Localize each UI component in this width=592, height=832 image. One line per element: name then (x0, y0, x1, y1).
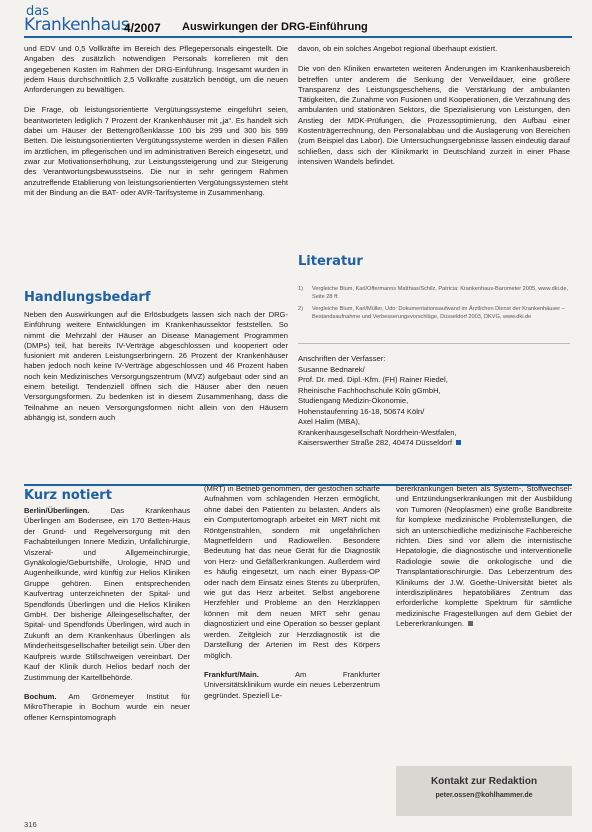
heading-literatur: Literatur (298, 254, 363, 269)
address-line: Anschriften der Verfasser: (298, 354, 386, 363)
heading-kurz-notiert: Kurz notiert (24, 488, 112, 503)
header-rule (24, 36, 572, 38)
contact-box (396, 766, 572, 816)
paragraph: Die von den Kliniken erwarteten weiteren Änderungen im Krankenhausbereich betreffen unter anderem die Senkung der Verweildauer, eine größere Transparenz des Leistungsgeschehens, die Verstärkung der ambulanten Tätigkeiten, die Zunahme von Fusionen und Kooperationen, die Verzahnung des ambulanten und stationären Sektors, die Spezialisierung von Leistungen, den Anstieg der MDK-Prüfungen, die Prozessoptimierung, den Aufbau einer Kostenträgerrechnung, den Personalabbau und die Auslagerung von Bereichen (zum Beispiel das Labor). Die Untersuchungsergebnisse lassen eindeutig darauf schließen, dass sich der Klinikmarkt in Deutschland zurzeit in einer Phase intensiven Wandels befindet. (298, 64, 570, 166)
address-line: Prof. Dr. med. Dipl.-Kfm. (FH) Rainer Riedel, (298, 375, 448, 384)
left-column-top (24, 44, 288, 208)
address-line: Axel Halim (MBA), (298, 417, 361, 426)
address-line: Hohenstaufenring 16-18, 50674 Köln/ (298, 406, 425, 416)
news-item: Frankfurt/Main. Am Frankfurter Universitätsklinikum wurde ein neues Leberzentrum gegründet. Speziell Le- (204, 669, 380, 700)
address-line: Krankenhausgesellschaft Nordrhein-Westfalen, (298, 427, 457, 437)
address-line: Susanne Bednarek/ (298, 364, 365, 374)
page-number: 316 (24, 820, 37, 829)
contact-email[interactable]: peter.ossen@kohlhammer.de (435, 792, 533, 799)
right-column (298, 44, 570, 177)
news-column-1 (24, 506, 190, 723)
page-header (0, 0, 592, 46)
journal-logo-small: das (26, 4, 49, 19)
news-item: Berlin/Überlingen. Das Krankenhaus Überlingen am Bodensee, ein 170 Betten-Haus der Grund- und Regelversorgung mit den Fachabteilungen Innere Medizin, Unfallchirurgie, Viszeral- und Allgemeinchirurgie, Gynäkologie/Geburtshilfe, Urologie, HNO und Augenheilkunde, wird künftig zur Helios Kliniken Gruppe gehören. Einen entsprechenden Kaufvertrag unterzeichneten der Spital- und Spendfonds Überlingen und die Helios Kliniken GmbH. Der bisherige Alleingesellschafter, der Spital- und Spendfonds Überlingen, wird auch in Zukunft an dem Krankenhaus Überlingen als Minderheitsgesellschafter beteiligt sein. Über den Kaufpreis wurde Stillschweigen vereinbart. Der Kauf der Klinik durch Helios bedarf noch der Zustimmung der Kartellbehörde. (24, 506, 190, 682)
section-title: Auswirkungen der DRG-Einführung (182, 21, 368, 33)
news-column-3 (396, 484, 572, 630)
issue-number: 4/2007 (124, 21, 161, 35)
paragraph: davon, ob ein solches Angebot regional überhaupt existiert. (298, 44, 498, 53)
news-item: Bochum. Am Grönemeyer Institut für MikroTherapie in Bochum wurde ein neuer offener Kernspintomograph (24, 691, 190, 722)
reference-list (298, 286, 570, 326)
reference-item: 2) Vergleiche Blum, Karl/Müller, Udo: Dokumentationsaufwand im Ärztlichen Dienst der Krankenhäuser – Bestandsaufnahme und Verbesserungsvorschläge, Düsseldorf 2003, DKVG, www.dki.de (298, 306, 565, 320)
paragraph: und EDV und 0,5 Vollkräfte im Bereich des Pflegepersonals eingestellt. Die Angaben des zusätzlich notwendigen Personals korrelieren mit den angegebenen Kosten im Rahmen der DRG-Einführung. Insgesamt wurden in jedem Haus durchschnittlich 2,5 Vollkräfte zusätzlich benötigt, um die neuen Anforderungen zu bewältigen. (24, 44, 288, 95)
news-item: bererkrankungen bieten als System-, Stoffwechsel- und Entzündungserkrankungen mit der Ausbildung von Tumoren (Neoplasmen) eine große Bandbreite für komplexe medizinische Problemstellungen, die sich an unterschiedliche medizinische Fachbereiche richten. Dies sind vor allem die internistische Hepatologie, die diagnostische und interventionelle Radiologie sowie die onkologische und die Transplantationschirurgie. Das Leberzentrum des Klinikums der J.W. Goethe-Universität bietet als interdisziplinäres hepatobiliäres Zentrum das erforderliche komplette Spektrum für sämtliche medizinische Fragestellungen auf dem Gebiet der Lebererkrankungen. (396, 484, 572, 629)
heading-handlungsbedarf: Handlungsbedarf (24, 290, 151, 305)
address-line: Studiengang Medizin-Ökonomie, (298, 396, 409, 405)
end-of-article-icon (468, 621, 473, 626)
reference-divider (298, 343, 570, 344)
journal-logo: Krankenhaus (24, 15, 130, 35)
reference-item: 1) Vergleiche Blum, Karl/Offermanns Matthias/Schilz, Patricia: Krankenhaus-Barometer 2005, www.dki.de, Seite 28 ff. (298, 286, 569, 300)
paragraph: Neben den Auswirkungen auf die Erlösbudgets lassen sich nach der DRG-Einführung weitere Entwicklungen im Krankenhaussektor feststellen. So nimmt die Mehrzahl der Häuser an Disease Management Programmen (DMPs) teil, hat bereits IV-Verträge abgeschlossen und kooperiert oder fusioniert mit anderen Leistungserbringern. 26 Prozent der Krankenhäuser haben jedoch noch keine IV-Verträge abgeschlossen und 46 Prozent haben noch kein Medizinisches Versorgungszentrum (MVZ) aufgebaut oder sind an einem beteiligt. Tendenziell öffnen sich die Häuser aber den neuen Versorgungsformen. Zu bedenken ist in diesem Zusammenhang, dass die Teilnahme an neuen Versorgungsformen nicht allein von den Häusern abhängig ist, sondern auch (24, 310, 288, 422)
paragraph: Die Frage, ob leistungsorientierte Vergütungssysteme eingeführt seien, beantworteten lediglich 7 Prozent der Krankenhäuser mit „ja“. Es handelt sich dabei um Häuser der Bettengrößenklasse 100 bis 299 und 300 bis 599 Betten. Die leistungsorientierten Vergütungssysteme werden in diesen Fällen im ärztlichen, im pflegerischen und im administrativen Bereich eingesetzt, und zwar zur Motivationserhöhung, zur Leistungssteigerung und zur Steigerung des Verantwortungsbewusstseins. Die nur in sehr geringem Rahmen anzutreffende Etablierung von leistungsorientierten Vergütungssystemen steht mit der Bindung an die BAT- oder AVR-Tarifsysteme in Zusammenhang. (24, 105, 288, 197)
left-column-bottom (24, 310, 288, 433)
address-line: Kaiserswerther Straße 282, 40474 Düsseldorf (298, 438, 570, 449)
end-of-article-icon (456, 440, 461, 445)
author-addresses (298, 354, 570, 449)
news-item: (MRT) in Betrieb genommen, der gestochen scharfe Aufnahmen vom schlagenden Herzen ermöglicht, ohne dabei den Patienten zu belasten. Anders als ein Computertomograph arbeitet ein MRT nicht mit Röntgenstrahlen, sondern mit ungefährlichen Magnetfeldern und Radiowellen. Besondere Bedeutung hat das neue Gerät für die Diagnostik von Herz- und Gefäßerkrankungen. Außerdem wird es häufig eingesetzt, um nach einer Bypass-OP oder nach dem Einsatz eines Stents zu überprüfen, wie gut das Herz arbeitet. Selbst angeborene Herzfehler und Probleme an den Herzklappen können mit dem neuen MRT sehr genau diagnostiziert und eine Operation so besser geplant werden. Zeitgleich zur Herzdiagnostik ist die Darstellung der Arterien im Rest des Körpers möglich. (204, 484, 380, 660)
contact-title: Kontakt zur Redaktion (430, 776, 538, 787)
news-column-2 (204, 484, 380, 701)
address-line: Rheinische Fachhochschule Köln gGmbH, (298, 385, 441, 395)
